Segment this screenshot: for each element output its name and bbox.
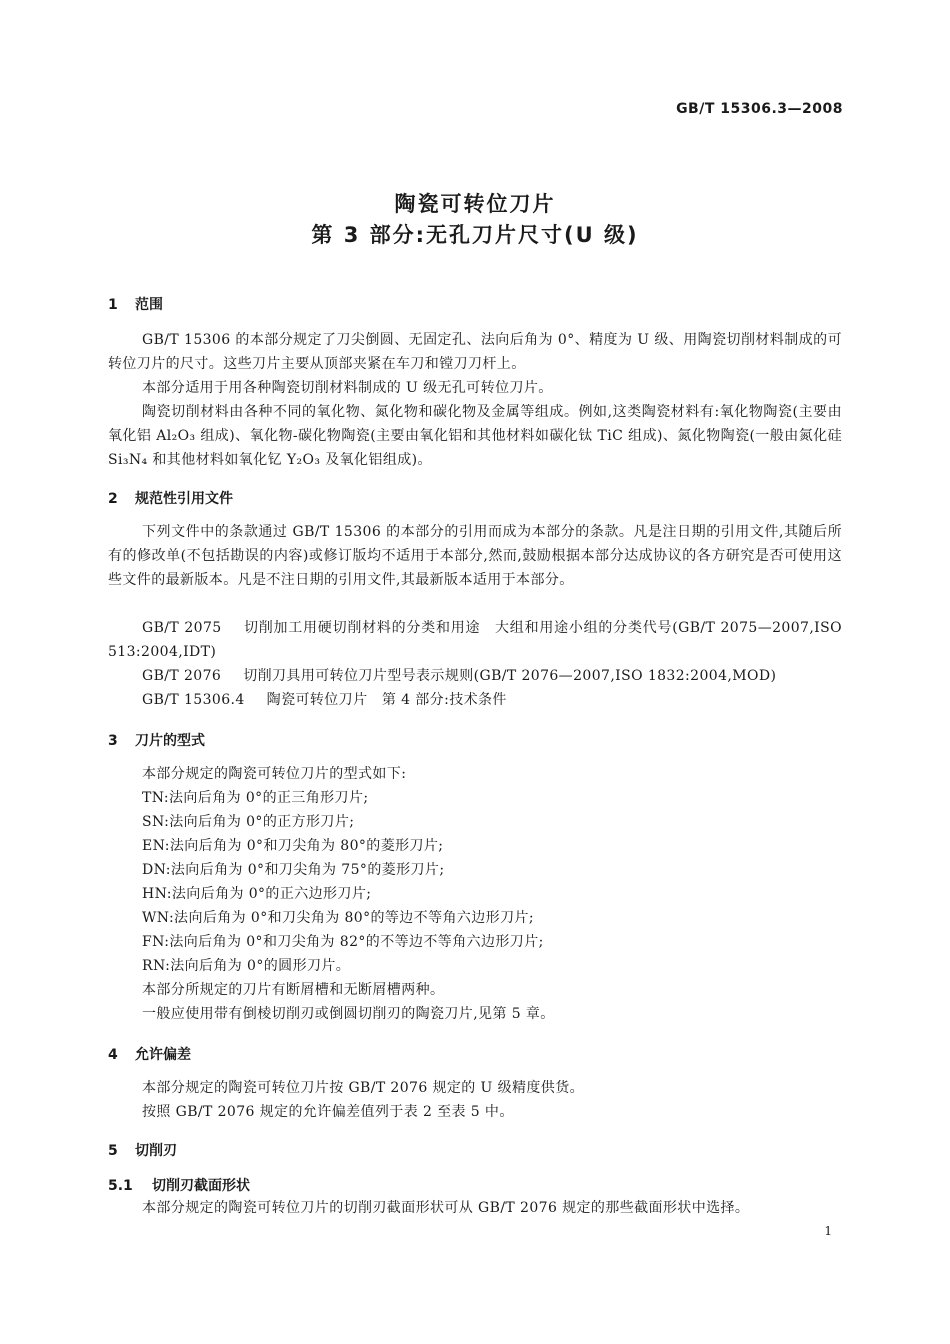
reference-code: GB/T 2075 <box>142 620 222 636</box>
section-3-heading <box>108 730 205 750</box>
section-1-heading <box>108 294 163 314</box>
insert-type-en: EN:法向后角为 0°和刀尖角为 80°的菱形刀片; <box>142 838 444 854</box>
insert-type-tn: TN:法向后角为 0°的正三角形刀片; <box>142 790 369 806</box>
section-title: 规范性引用文件 <box>135 491 233 507</box>
section-3-line: 本部分所规定的刀片有断屑槽和无断屑槽两种。 <box>142 982 445 998</box>
section-2-heading <box>108 488 233 508</box>
insert-type-rn: RN:法向后角为 0°的圆形刀片。 <box>142 958 351 974</box>
insert-type-fn: FN:法向后角为 0°和刀尖角为 82°的不等边不等角六边形刀片; <box>142 934 544 950</box>
reference-item <box>108 616 842 664</box>
document-subtitle: 第 3 部分:无孔刀片尺寸(U 级) <box>311 223 639 247</box>
subsection-number: 5.1 <box>108 1178 133 1194</box>
subsection-title: 切削刃截面形状 <box>152 1178 250 1194</box>
section-number: 2 <box>108 491 118 507</box>
section-4-line: 本部分规定的陶瓷可转位刀片按 GB/T 2076 规定的 U 级精度供货。 <box>142 1080 585 1096</box>
section-number: 3 <box>108 733 118 749</box>
section-3-line: 本部分规定的陶瓷可转位刀片的型式如下: <box>142 766 407 782</box>
section-title: 切削刃 <box>135 1143 177 1159</box>
section-4-line: 按照 GB/T 2076 规定的允许偏差值列于表 2 至表 5 中。 <box>142 1104 514 1120</box>
reference-title: 切削刀具用可转位刀片型号表示规则(GB/T 2076—2007,ISO 1832:2004,MOD) <box>243 668 777 684</box>
reference-title: 陶瓷可转位刀片 第 4 部分:技术条件 <box>266 692 507 708</box>
section-title: 刀片的型式 <box>135 733 205 749</box>
insert-type-hn: HN:法向后角为 0°的正六边形刀片; <box>142 886 372 902</box>
reference-code: GB/T 2076 <box>142 668 222 684</box>
reference-code: GB/T 15306.4 <box>142 692 245 708</box>
section-2-paragraph-1: 下列文件中的条款通过 GB/T 15306 的本部分的引用而成为本部分的条款。凡是注日期的引用文件,其随后所有的修改单(不包括勘误的内容)或修订版均不适用于本部分,然而,鼓励根据本部分达成协议的各方研究是否可使用这些文件的最新版本。凡是不注日期的引用文件,其最新版本适用于本部分。 <box>108 524 842 588</box>
section-number: 4 <box>108 1047 118 1063</box>
section-4-heading <box>108 1044 191 1064</box>
reference-title: 切削加工用硬切削材料的分类和用途 大组和用途小组的分类代号(GB/T 2075—2007,ISO 513:2004,IDT) <box>108 620 842 660</box>
section-1-paragraph-2: 本部分适用于用各种陶瓷切削材料制成的 U 级无孔可转位刀片。 <box>142 380 553 396</box>
insert-type-dn: DN:法向后角为 0°和刀尖角为 75°的菱形刀片; <box>142 862 445 878</box>
subsection-5-1-text: 本部分规定的陶瓷可转位刀片的切削刃截面形状可从 GB/T 2076 规定的那些截面形状中选择。 <box>142 1200 750 1216</box>
document-title: 陶瓷可转位刀片 <box>394 192 556 216</box>
section-5-heading <box>108 1140 177 1160</box>
section-1-paragraph-1: GB/T 15306 的本部分规定了刀尖倒圆、无固定孔、法向后角为 0°、精度为 U 级、用陶瓷切削材料制成的可转位刀片的尺寸。这些刀片主要从顶部夹紧在车刀和镗刀刀杆上。 <box>108 332 842 372</box>
section-title: 允许偏差 <box>135 1047 191 1063</box>
section-number: 1 <box>108 297 118 313</box>
section-title: 范围 <box>135 297 163 313</box>
section-1-paragraph-3: 陶瓷切削材料由各种不同的氧化物、氮化物和碳化物及金属等组成。例如,这类陶瓷材料有:氧化物陶瓷(主要由氧化铝 Al₂O₃ 组成)、氧化物-碳化物陶瓷(主要由氧化铝和其他材料如碳化钛 TiC 组成)、氮化物陶瓷(一般由氮化硅 Si₃N₄ 和其他材料如氧化钇 Y₂O₃ 及氧化铝组成)。 <box>108 404 842 468</box>
insert-type-sn: SN:法向后角为 0°的正方形刀片; <box>142 814 355 830</box>
insert-type-wn: WN:法向后角为 0°和刀尖角为 80°的等边不等角六边形刀片; <box>142 910 534 926</box>
section-3-line: 一般应使用带有倒棱切削刃或倒圆切削刃的陶瓷刀片,见第 5 章。 <box>142 1006 555 1022</box>
page-number: 1 <box>824 1224 832 1238</box>
reference-item <box>108 664 842 688</box>
subsection-5-1-heading <box>108 1175 250 1195</box>
standard-code: GB/T 15306.3—2008 <box>676 101 843 117</box>
reference-item <box>108 688 842 712</box>
section-number: 5 <box>108 1143 118 1159</box>
